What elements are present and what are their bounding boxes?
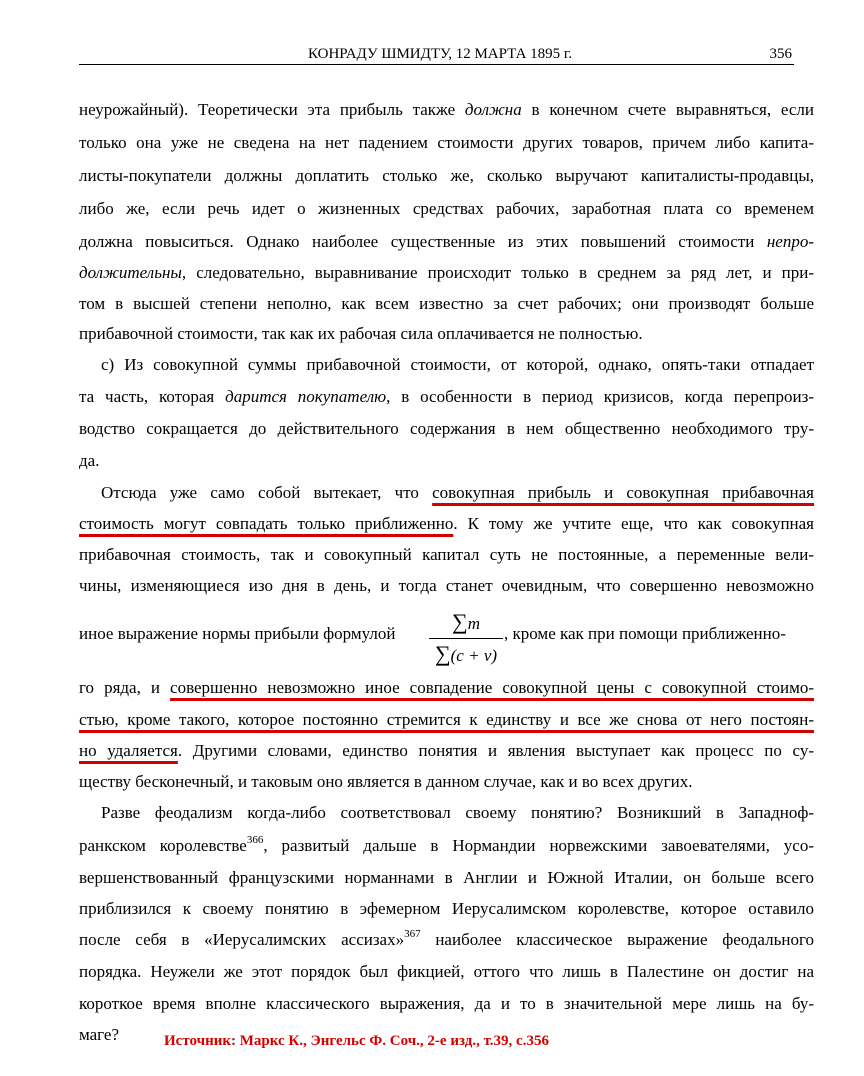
text-line-12: да. [79, 451, 100, 470]
text-line-11: водство сокращается до действительного содержания в нем общественно необходимого тру- [79, 419, 814, 438]
text-line-25: приблизился к своему понятию в эфемерном Иерусалимском королевстве, которое оставило [79, 899, 814, 918]
underlined-passage: совершенно невозможно иное совпадение совокупной цены с совокупной стоимо- [170, 678, 814, 697]
sum-symbol: ∑ [452, 609, 468, 634]
emphasis: непро- [766, 232, 814, 251]
text-line-23: ранкском королевстве$^{366}$, развитый дальше в Нормандии норвежскими завоевателями, усо- [79, 834, 814, 855]
text-line-21: ществу бесконечный, и таковым оно является в данном случае, как и во всех других. [79, 772, 693, 791]
text-line-4: либо же, если речь идет о жизненных средствах рабочих, заработная плата со временем [79, 199, 814, 218]
underlined-passage: но удаляется [79, 741, 178, 760]
text-line-24: вершенствованный французскими норманнами в Англии и Южной Италии, он больше всего [79, 868, 814, 887]
text-line-29: маге? [79, 1025, 120, 1044]
formula-numerator: m [467, 614, 480, 633]
underlined-passage: стоимость могут совпадать только приближенно [79, 514, 454, 533]
text-line-7: том в высшей степени неполно, как всем известно за счет рабочих; они производят больше [79, 294, 814, 313]
footnote-ref: 367 [404, 928, 421, 940]
underlined-passage: совокупная прибыль и совокупная прибавочная [432, 483, 815, 502]
text-line-22: Разве феодализм когда-либо соответствовал своему понятию? Возникший в Западноф- [101, 803, 814, 822]
text-line-6: должительны, следовательно, выравнивание происходит только в среднем за ряд лет, и при- [79, 263, 814, 282]
text-line-5: должна повыситься. Однако наиболее существенные из этих повышений стоимости непро- [79, 232, 814, 251]
text-line-17b: , кроме как при помощи приближенно- [504, 624, 786, 643]
profit-rate-formula [428, 607, 504, 666]
text-line-9: c) Из совокупной суммы прибавочной стоимости, от которой, однако, опять-таки отпадает [101, 355, 814, 374]
emphasis: дарится покупателю, [225, 387, 391, 406]
text-line-16: чины, изменяющиеся изо дня в день, и тогда станет очевидным, что совершенно невозможно [79, 576, 814, 595]
footnote-ref: 366 [246, 834, 264, 846]
fraction-bar [429, 638, 503, 639]
text-line-27: порядка. Неужели же этот порядок был фикцией, оттого что лишь в Палестине он достиг на [79, 962, 814, 981]
text-line-15: прибавочная стоимость, так и совокупный капитал суть не постоянные, а переменные вели- [79, 545, 814, 564]
text-line-17a: иное выражение нормы прибыли формулой [79, 624, 396, 643]
text-line-8: прибавочной стоимости, так как их рабочая сила оплачивается не полностью. [79, 324, 643, 343]
text-line-19: стью, кроме такого, которое постоянно стремится к единству и все же снова от него постоян- [79, 710, 814, 729]
running-header [79, 44, 794, 65]
text-line-2: только она уже не сведена на нет падением стоимости других товаров, причем либо капита- [79, 133, 814, 152]
text-line-10: та часть, которая дарится покупателю, в особенности в период кризисов, когда перепроиз- [79, 387, 814, 406]
text-line-28: короткое время вполне классического выражения, да и то в значительной мере лишь на бу- [79, 994, 814, 1013]
text-line-13: Отсюда уже само собой вытекает, что совокупная прибыль и совокупная прибавочная [101, 483, 815, 502]
text-line-20: но удаляется. Другими словами, единство понятия и явления выступает как процесс по су- [79, 741, 814, 760]
running-title: КОНРАДУ ШМИДТУ, 12 МАРТА 1895 г. [308, 46, 573, 62]
text-line-3: листы-покупатели должны доплатить столько же, сколько выручают капиталисты-продавцы, [79, 166, 814, 185]
page-number: 356 [769, 46, 792, 62]
formula-denominator: (c + v) [450, 646, 498, 665]
emphasis: должна [464, 100, 522, 119]
text-line-14: стоимость могут совпадать только приближенно. К тому же учтите еще, что как совокупная [79, 514, 814, 533]
text-line-18: го ряда, и совершенно невозможно иное совпадение совокупной цены с совокупной стоимо- [79, 678, 814, 697]
emphasis: должительны, [79, 263, 187, 282]
text-line-26: после себя в «Иерусалимских ассизах»$^{367}$ наиболее классическое выражение феодального [79, 928, 814, 949]
source-citation: Источник: Маркс К., Энгельс Ф. Соч., 2-е изд., т.39, с.356 [164, 1033, 549, 1049]
sum-symbol: ∑ [434, 641, 451, 666]
text-line-1: неурожайный). Теоретически эта прибыль также должна в конечном счете выравняться, если [79, 100, 814, 119]
